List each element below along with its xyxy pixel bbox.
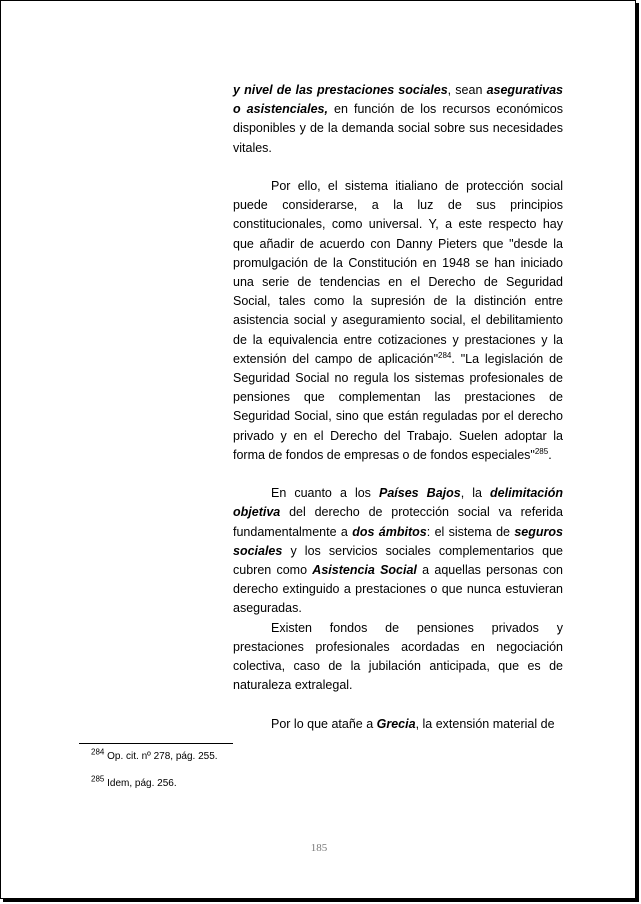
paragraph-3 <box>233 484 563 618</box>
footnote-ref-285[interactable]: 285 <box>534 446 549 456</box>
text-run: . <box>548 447 552 462</box>
footnote-separator <box>79 743 233 744</box>
paragraph-4 <box>233 619 563 696</box>
text-run: . "La legislación de Seguridad Social no regula los sistemas profesionales de pensiones que complementan las prestaciones de Seguridad Social, sino que están reguladas por el derecho privado y en el Derecho del Trabajo. Suelen adoptar la forma de fondos de empresas o de fondos especiales" <box>233 351 563 462</box>
text-run: Por ello, el sistema itialiano de protección social puede considerarse, a la luz de sus principios constitucionales, como universal. Y, a este respecto hay que añadir de acuerdo con Danny Pieters que "desde la promulgación de la Constitución en 1948 se han iniciado una serie de tendencias en el Derecho de Seguridad Social, tales como la supresión de la distinción entre asistencia social y aseguramiento social, el debilitamiento de la equivalencia entre cotizaciones y prestaciones y la extensión del campo de aplicación" <box>233 179 563 366</box>
paragraph-2 <box>233 177 563 465</box>
paragraph-5 <box>233 715 563 734</box>
text-run: a aquellas personas con derecho extinguido a prestaciones o que nunca estuvieran aseguradas. <box>233 563 564 616</box>
footnote-text: Idem, pág. 256. <box>104 778 177 789</box>
body-text <box>233 81 563 734</box>
paragraph-1 <box>233 81 563 158</box>
bold-italic-phrase: y nivel de las prestaciones sociales <box>233 83 448 97</box>
text-run: , la extensión material de <box>415 716 555 731</box>
text-run: del derecho de protección social va referida fundamentalmente a <box>233 505 563 539</box>
bold-italic-phrase: Asistencia Social <box>312 563 417 578</box>
footnote-text: Op. cit. nº 278, pág. 255. <box>104 751 218 762</box>
footnote-number: 284 <box>91 747 105 757</box>
page-number: 185 <box>310 842 328 854</box>
bold-italic-phrase: dos ámbitos <box>352 524 427 539</box>
text-run: Por lo que atañe a <box>271 716 377 731</box>
bold-italic-phrase: asegurativas o asistenciales, <box>233 83 563 117</box>
text-run: y los servicios sociales complementarios que cubren como <box>233 543 563 578</box>
footnote-285 <box>91 774 177 789</box>
text-run: Existen fondos de pensiones privados y prestaciones profesionales acordadas en negociación colectiva, caso de la jubilación anticipada, que es de naturaleza extralegal. <box>233 620 563 693</box>
footnote-284 <box>91 747 218 762</box>
bold-italic-phrase: Países Bajos <box>379 486 461 501</box>
footnote-number: 285 <box>91 774 105 784</box>
text-run: , la <box>460 486 491 501</box>
bold-italic-phrase: Grecia <box>376 716 416 731</box>
text-run: : el sistema de <box>426 524 515 539</box>
text-run: En cuanto a los <box>271 486 379 501</box>
bold-italic-phrase: delimitación objetiva <box>233 486 563 520</box>
text-run: en función de los recursos económicos disponibles y de la demanda social sobre sus necesidades vitales. <box>233 102 564 155</box>
bold-italic-phrase: seguros sociales <box>233 524 563 558</box>
footnote-ref-284[interactable]: 284 <box>438 350 452 360</box>
text-run: , sean <box>447 83 487 97</box>
